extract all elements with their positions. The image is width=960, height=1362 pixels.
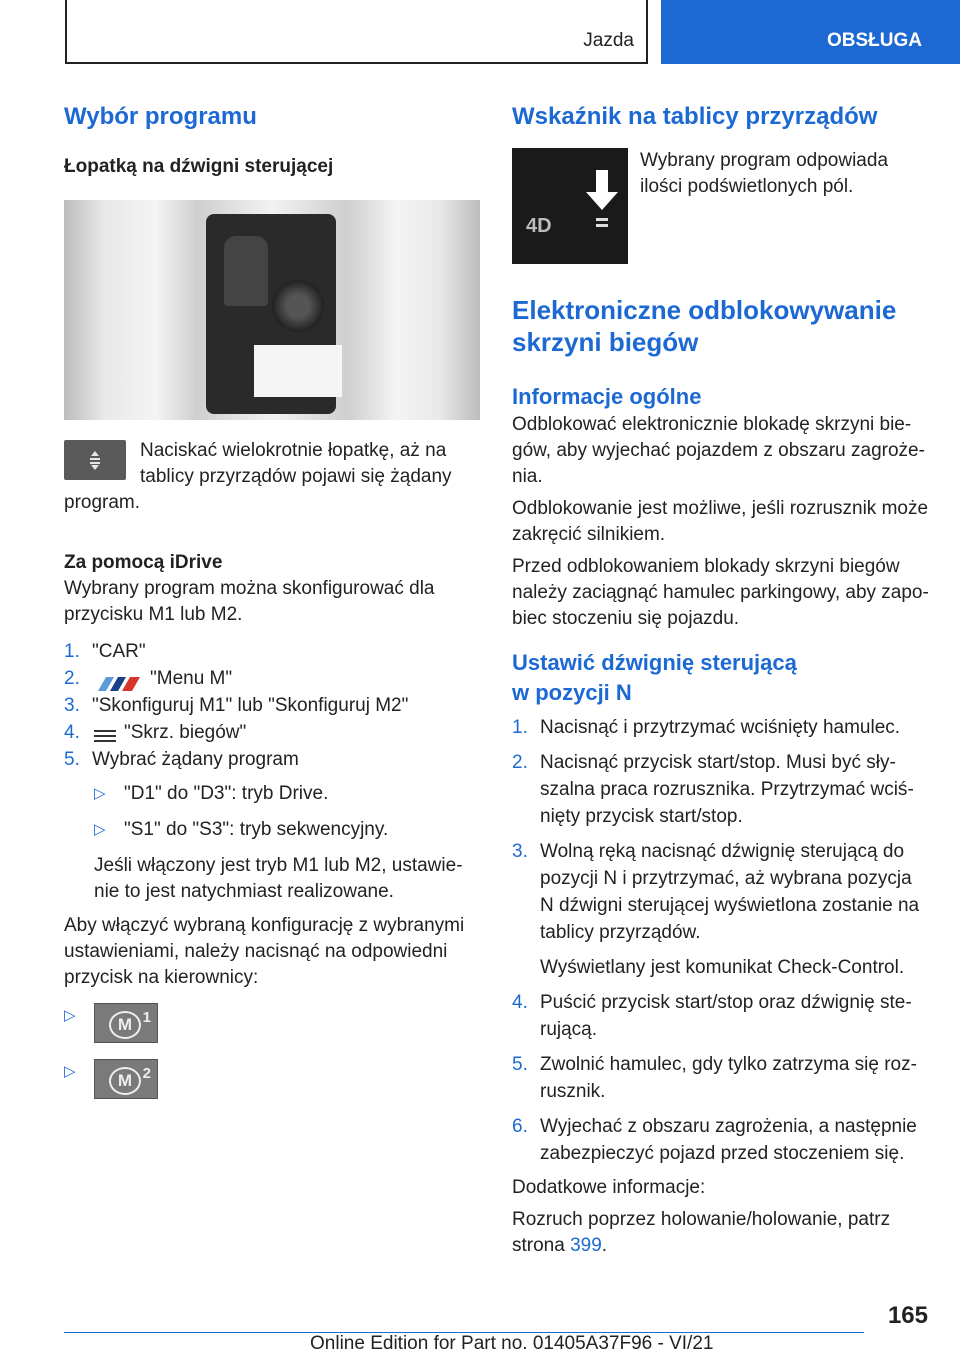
paddle-instruction [64,438,482,516]
info-heading: Informacje ogólne [512,384,702,409]
paddle-text-line3: program. [64,492,141,513]
triangle-bullet-icon: ▷ [94,785,106,802]
list-item: 3. Wolną ręką nacisnąć dźwignię sterującą do pozycji N i przytrzymać, aż wybrana pozycja N dźwigni sterującej wyświetlona zostanie na tablicy przyrządów. Wyświetlany jest komunikat Check-Control. [512,838,930,981]
list-item: 6. Wyjechać z obszaru zagrożenia, a następnie zabezpieczyć pojazd przed stoczeniem się. [512,1116,917,1164]
info-paragraph-1: Odblokować elektronicznie blokadę skrzyni biegów, aby wyjechać pojazdem z obszaru zagrożenia. [512,414,925,487]
chapter-label: OBSŁUGA [827,30,922,51]
list-item: 3. "Skonfiguruj M1" lub "Skonfiguruj M2" [64,695,409,716]
section-label: Jazda [583,30,634,51]
info-paragraph-3: Przed odblokowaniem blokady skrzyni biegów należy zaciągnąć hamulec parkingowy, aby zapobiec stoczeniu się pojazdu. [512,556,929,629]
position-heading: Ustawić dźwignię sterującą w pozycji N [512,650,797,705]
header-section [65,0,648,64]
edition-info: Online Edition for Part no. 01405A37F96 - VI/21 [310,1333,714,1354]
paddle-text-line2: tablicy przyrządów pojawi się żądany [140,466,452,487]
paddle-heading: Łopatką na dźwigni sterującej [64,156,334,177]
paddle-text-line1: Naciskać wielokrotnie łopatkę, aż na [140,440,447,461]
list-item: ▷ "D1" do "D3": tryb Drive. [94,781,482,807]
program-selection-title: Wybór programu [64,103,257,130]
m-buttons [64,1003,482,1101]
list-item: 1. "CAR" [64,641,146,662]
idrive-knob-shape [272,280,324,332]
tow-reference: Rozruch poprzez holowanie/holowanie, patrz strona 399. [512,1209,891,1256]
page-number: 165 [887,1302,928,1329]
header-chapter [661,0,960,64]
idrive-text: Wybrany program można skonfigurować dla przycisku M1 lub M2. [64,578,435,625]
program-options [94,781,482,905]
right-column [512,100,930,1259]
gear-selector-photo [64,200,480,420]
triangle-bullet-icon: ▷ [64,1007,76,1024]
list-item [64,1059,482,1101]
idrive-steps [64,638,482,773]
list-item: 5. Wybrać żądany program [64,749,299,770]
apply-text: Aby włączyć wybraną konfigurację z wybranymi ustawieniami, należy nacisnąć na odpowiedni przycisk na kierownicy: [64,915,465,988]
list-item: 4. Puścić przycisk start/stop oraz dźwignię sterującą. [512,992,912,1040]
gearbox-icon [92,725,118,741]
indicator-text: Wybrany program odpowiada ilości podświetlonych pól. [640,150,889,197]
unlock-steps [512,714,930,1167]
step3-note: Wyświetlany jest komunikat Check-Control. [540,957,905,978]
m-menu-icon [92,672,142,686]
list-item: 5. Zwolnić hamulec, gdy tylko zatrzyma się rozrusznik. [512,1054,917,1102]
info-paragraph-2: Odblokowanie jest możliwe, jeśli rozrusznik może zakręcić silnikiem. [512,498,929,545]
additional-info: Dodatkowe informacje: [512,1177,706,1198]
list-item [64,1003,482,1045]
list-item: 2. Nacisnąć przycisk start/stop. Musi być słyszalna praca rozrusznika. Przytrzymać wciśnięty przycisk start/stop. [512,752,914,827]
mode-note: Jeśli włączony jest tryb M1 lub M2, ustawienie to jest natychmiast realizowane. [94,855,463,902]
list-item: 1. Nacisnąć i przytrzymać wciśnięty hamulec. [512,717,901,738]
triangle-bullet-icon: ▷ [94,821,106,838]
paddle-switch-icon [64,440,126,480]
m1-button-icon: M 1 [94,1003,158,1043]
unlock-title: Elektroniczne odblokowywanie skrzyni biegów [512,295,897,357]
list-item: ▷ "S1" do "S3": tryb sekwencyjny. [94,817,482,843]
list-item: 4. "Skrz. biegów" [64,722,247,743]
gear-lever-shape [224,236,268,306]
left-column [64,100,482,1101]
page-link[interactable]: 399 [570,1235,602,1256]
m2-button-icon: M 2 [94,1059,158,1099]
indicator-title: Wskaźnik na tablicy przyrządów [512,103,878,130]
pad-highlight-shape [254,345,342,397]
indicator-block [512,148,930,264]
svg-text:4D: 4D [526,215,552,237]
list-item: 2. "Menu M" [64,668,233,689]
triangle-bullet-icon: ▷ [64,1063,76,1080]
drive-indicator-icon [512,148,628,264]
idrive-heading: Za pomocą iDrive [64,552,223,573]
